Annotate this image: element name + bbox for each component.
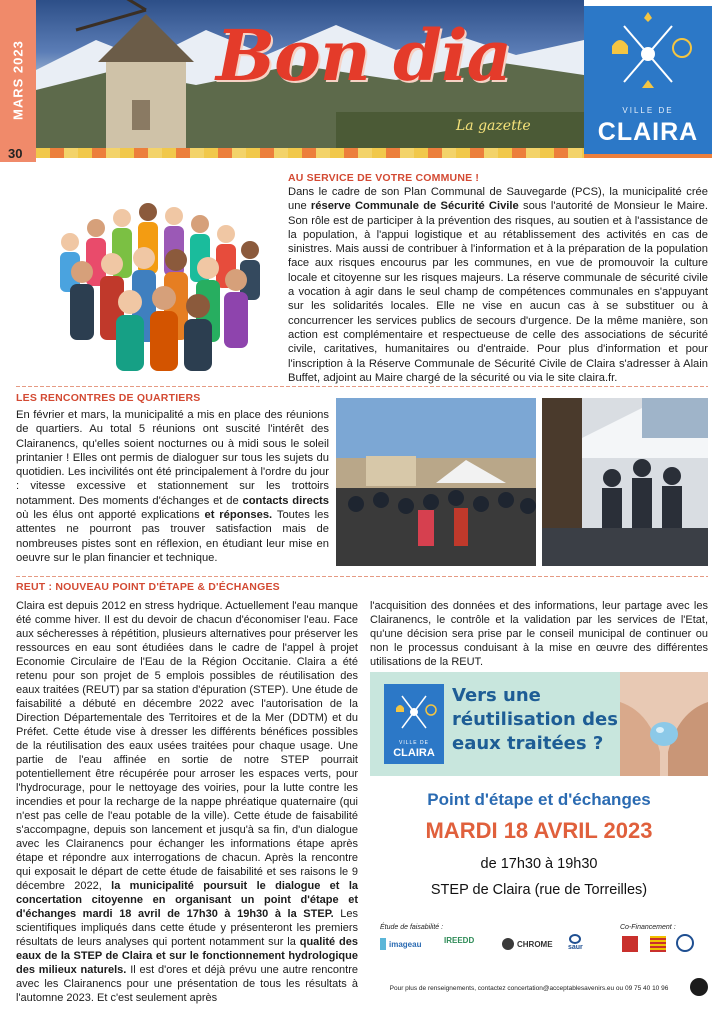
poster-subtitle: Point d'étape et d'échanges: [427, 790, 651, 809]
hands-water-icon: [620, 672, 708, 776]
contact-info: Pour plus de renseignements, contactez concertation@acceptablesavenirs.eu ou 09 75 40 10 96: [389, 985, 669, 992]
meeting-photo-1: [336, 398, 536, 566]
study-label: Étude de faisabilité :: [380, 924, 444, 931]
poster-place: STEP de Claira (rue de Torreilles): [430, 882, 648, 898]
section-reut-text-right: l'acquisition des données et des informations, leur partage avec les Clairanencs, le contrôle et la validation par les services de l'Etat, qu'une décision sera prise par le conseil municipal de continuer ou non le processus conduisant à la mise en œuvre des différentes utilisations de la REUT.: [370, 600, 708, 668]
section-divider: [16, 576, 708, 577]
imageau-logo-icon: [380, 938, 386, 950]
saur-cofinance-logo-icon: [676, 934, 694, 952]
issue-month: MARS 2023: [10, 40, 26, 120]
claira-crest-icon: [384, 684, 444, 740]
poster-time: de 17h30 à 19h30: [480, 856, 598, 872]
gazette-header: [0, 0, 724, 162]
sponsor-ireedd: IREEDD: [444, 936, 475, 945]
sponsor-chrome: CHROME: [502, 938, 553, 950]
region-occitanie-logo: [622, 936, 638, 952]
poster-claira-logo: [384, 684, 444, 764]
sponsor-imageau: imageau: [380, 938, 421, 950]
poster-logo-ville: VILLE DE: [399, 740, 429, 746]
crowd-people-icon: [30, 172, 274, 372]
claira-logo: [584, 6, 712, 154]
logo-ville-label: VILLE DE: [622, 106, 674, 115]
section-quartiers-text: En février et mars, la municipalité a mis en place des réunions de quartiers. Au total 5 réunions ont suscité l'intérêt des Clairanencs, qu'elles soient nocturnes ou à midi sous le soleil printanier ! Elles ont permis de dialoguer sur tous les sujets du quotidien. Les incivilités ont été principalement à l'ordre du jour : vitesse excessive et stationnement sur les trottoirs notamment. Des moments d'échanges et de contacts directs où les élus ont apporté explications et réponses. Toutes les attentes ne pourront pas trouver satisfaction mais de nombreuses pistes sont en réflexion, en étudiant leur mise en oeuvre sur le plan financier et technique.: [16, 409, 329, 564]
side-band: [0, 0, 36, 162]
section-heading-quartiers: LES RENCONTRES DE QUARTIERS: [16, 392, 201, 404]
meeting-photo-2: [542, 398, 708, 566]
crowd-illustration: [30, 172, 274, 372]
decorative-stripe: [584, 154, 712, 158]
poster-title: Vers une réutilisation des eaux traitées ?: [452, 685, 618, 754]
reut-poster-banner: [370, 672, 708, 776]
sponsor-saur: saur: [568, 934, 583, 951]
poster-date: MARDI 18 AVRIL 2023: [425, 818, 653, 843]
section-heading-service: AU SERVICE DE VOTRE COMMUNE !: [288, 172, 480, 184]
section-reut-text-left: Claira est depuis 2012 en stress hydrique. Actuellement l'eau manque été comme hiver. Il est du devoir de chacun d'économiser l'eau. Face aux sécheresses à répétition, plusieurs alternatives pour préserver les ressources en eau sont étudiées dans le cadre de l'appel à projet Economie Circulaire de l'Eau de la Région Occitanie. Claira a été retenu pour son projet de 5 emplois possibles de réutilisation des eaux traitées (REUT) par sa station d'épuration (STEP). Une étude de faisabilité a débuté en décembre 2022 avec l'autorisation de la Direction Départementale des Territoires et de la Mer (DDTM) et du Préfet. Cette étude vise à dresser les différents bénéfices possibles de la réutilisation des eaux usées traitées pour chaque usage. Une partie de l'eau affinée en sortie de notre STEP pourrait potentiellement être récupérée pour arroser les espaces verts, pour l'hydrocurage, pour le nettoyage des voiries, pour la lutte contre les incendies et pour la recharge de la nappe phréatique quaternaire (qui n'est pas celle de l'eau potable de la ville). Cette étude de faisabilité s'accompagne, depuis son lancement et jusqu'à sa fin, d'un dialogue avec les Clairanencs pour échanger les informations étape après étape et répondre aux interrogations de chacun. Après la rencontre qui exposait le départ de cette étude de faisabilité et ses raisons le 9 décembre 2022, la municipalité poursuit le dialogue et la concertation citoyenne en organisant un point d'étape et d'échanges mardi 18 avril de 17h30 à 19h30 à la STEP. Les scientifiques impliqués dans cette étude y présenteront les premiers résultats de leurs analyses qui portent notamment sur la qualité des eaux de la STEP de Claira et sur le fonctionnement hydrologique des milieux naturels. Il est d'ores et déjà prévu une autre rencontre avec les Clairanencs pour une présentation de tous les résultats à l'automne 2023. Et c'est seulement après: [16, 600, 358, 1004]
decorative-stripe: [36, 148, 584, 158]
page-number: 30: [8, 146, 23, 161]
section-service-text: Dans le cadre de son Plan Communal de Sauvegarde (PCS), la municipalité crée une réserve Communale de Sécurité Civile sous l'autorité de Monsieur le Maire. Son rôle est de participer à la prévention des risques, au soutien et à l'assistance de la population, à l'appui logistique et au rétablissement des activités en cas de sinistres. Mais aussi de contribuer à l'information et à la préparation de la population face aux risques encourus par les communes, en vue de promouvoir la culture locale et citoyenne sur les risques majeurs. La réserve communale de sécurité civile a vocation à agir dans le seul champ de compétences communales en s'appuyant sur les solidarités locales. Elle ne vise en aucun cas à se substituer ou à concurrencer les services publics de secours d'urgence. De la même manière, son action est complémentaire et respectueuse de celle des associations de sécurité civile, caritatives, humanitaires ou d'entraide. Pour plus d'information et pour l'inscription à la Réserve Communale de Sécurité Civile de Claira s'adresser à Alain Buffet, adjoint au Maire chargé de la sécurité ou via le site claira.fr.: [288, 186, 708, 384]
logo-name: CLAIRA: [597, 118, 699, 146]
section-heading-reut: REUT : NOUVEAU POINT D'ÉTAPE & D'ÉCHANGES: [16, 581, 280, 593]
claira-crest-icon: [584, 6, 712, 102]
cofinancing-label: Co-Financement :: [620, 924, 676, 931]
poster-logo-name: CLAIRA: [393, 747, 435, 759]
masthead-subtitle: La gazette: [456, 118, 531, 134]
saur-logo-icon: [569, 934, 581, 944]
acceptable-avenirs-logo: [690, 978, 708, 996]
masthead-title: Bon dia: [216, 14, 512, 97]
section-divider: [16, 386, 708, 387]
hero-photo: [36, 0, 584, 148]
chrome-logo-icon: [502, 938, 514, 950]
department-logo: [650, 936, 666, 952]
hands-water-illustration: [620, 672, 708, 776]
